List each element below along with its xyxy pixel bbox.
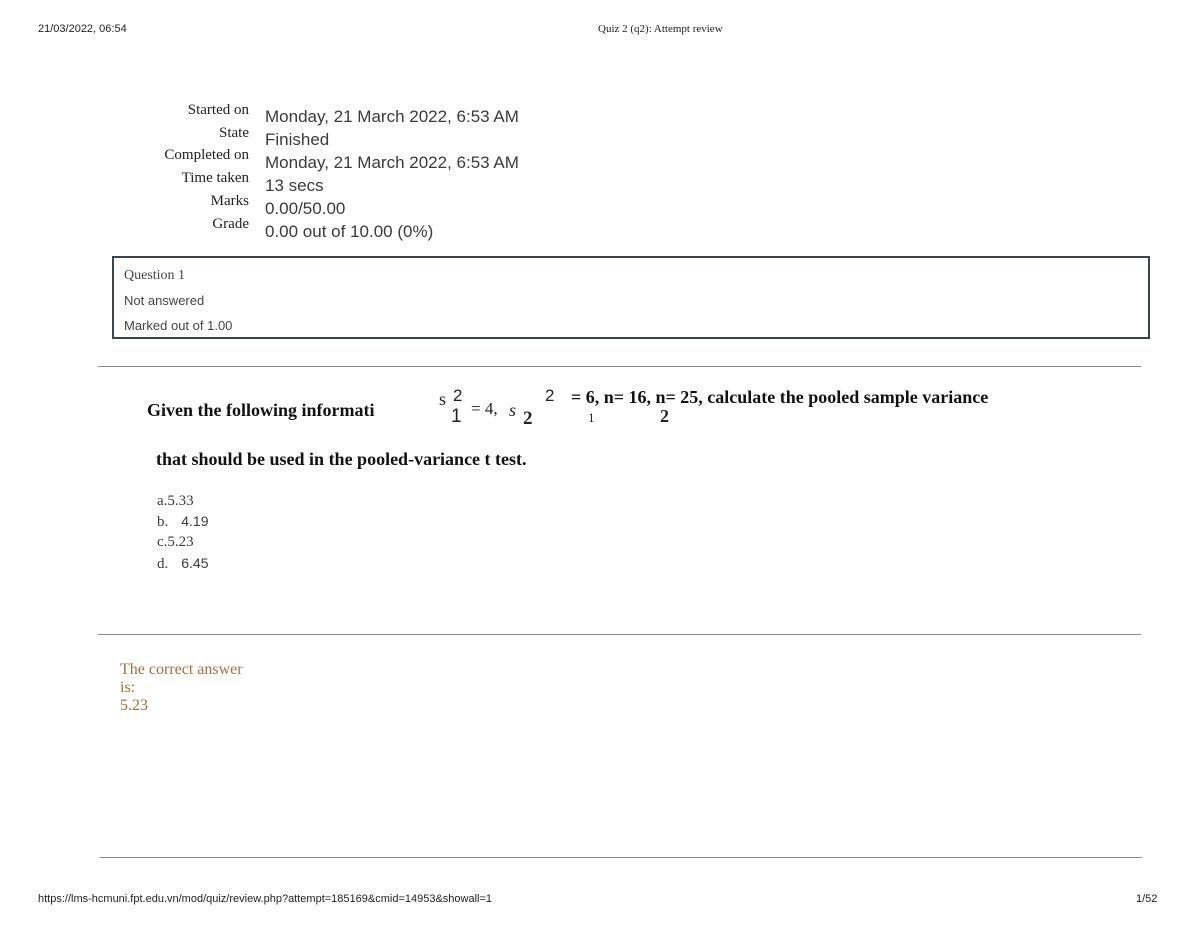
math-s1-sup: 2 xyxy=(453,386,463,405)
question-text-rest: = 6, n= 16, n= 25, calculate the pooled sample variance xyxy=(571,387,989,407)
page-url: https://lms-hcmuni.fpt.edu.vn/mod/quiz/review.php?attempt=185169&cmid=14953&showall=1 xyxy=(38,893,493,905)
question-number: Question 1 xyxy=(124,268,186,283)
feedback-line1: The correct answer xyxy=(120,661,243,678)
divider xyxy=(100,857,1142,858)
time-taken-label: Time taken xyxy=(181,170,249,186)
math-s1-sub: 1 xyxy=(451,406,462,427)
divider xyxy=(98,366,1141,367)
state-value: Finished xyxy=(265,130,330,149)
completed-on-value: Monday, 21 March 2022, 6:53 AM xyxy=(265,153,519,172)
option-c[interactable] xyxy=(157,534,194,551)
option-value: 5.23 xyxy=(167,534,194,550)
grade-label: Grade xyxy=(212,216,249,232)
math-s1: s xyxy=(439,389,447,409)
math-n2-sub: 2 xyxy=(660,406,669,426)
completed-on-label: Completed on xyxy=(164,147,249,163)
state-label: State xyxy=(219,125,249,141)
page-title: Quiz 2 (q2): Attempt review xyxy=(598,23,723,35)
time-taken-value: 13 secs xyxy=(265,176,324,195)
started-on-value: Monday, 21 March 2022, 6:53 AM xyxy=(265,107,519,126)
option-letter: c. xyxy=(157,534,168,550)
option-a[interactable] xyxy=(157,493,194,510)
feedback-answer: 5.23 xyxy=(120,697,148,714)
math-n1-sub: 1 xyxy=(588,410,595,425)
feedback-line2: is: xyxy=(120,679,136,696)
option-value: 6.45 xyxy=(181,555,209,571)
question-status: Not answered xyxy=(124,293,205,308)
option-value: 5.33 xyxy=(167,493,194,509)
question-text-line2: that should be used in the pooled-variance t test. xyxy=(156,449,527,469)
page-number: 1/52 xyxy=(1136,893,1158,905)
grade-value: 0.00 out of 10.00 (0%) xyxy=(265,222,434,241)
option-d[interactable] xyxy=(157,555,209,573)
math-s1-eq: = 4, xyxy=(471,399,498,418)
option-b[interactable] xyxy=(157,513,209,531)
question-text-start: Given the following informati xyxy=(147,400,375,420)
question-info-box xyxy=(112,256,1150,339)
option-letter: b. xyxy=(157,514,169,530)
question-marked-out-of: Marked out of 1.00 xyxy=(124,318,233,333)
marks-value: 0.00/50.00 xyxy=(265,199,346,218)
started-on-label: Started on xyxy=(187,102,249,118)
divider xyxy=(98,634,1141,635)
option-value: 4.19 xyxy=(181,513,209,529)
marks-label: Marks xyxy=(210,193,249,209)
option-letter: a. xyxy=(157,493,168,509)
option-letter: d. xyxy=(157,556,169,572)
math-s2: s xyxy=(509,400,517,420)
print-datetime: 21/03/2022, 06:54 xyxy=(38,23,127,35)
math-s2-sup: 2 xyxy=(545,386,555,405)
math-s2-sub: 2 xyxy=(523,408,533,429)
